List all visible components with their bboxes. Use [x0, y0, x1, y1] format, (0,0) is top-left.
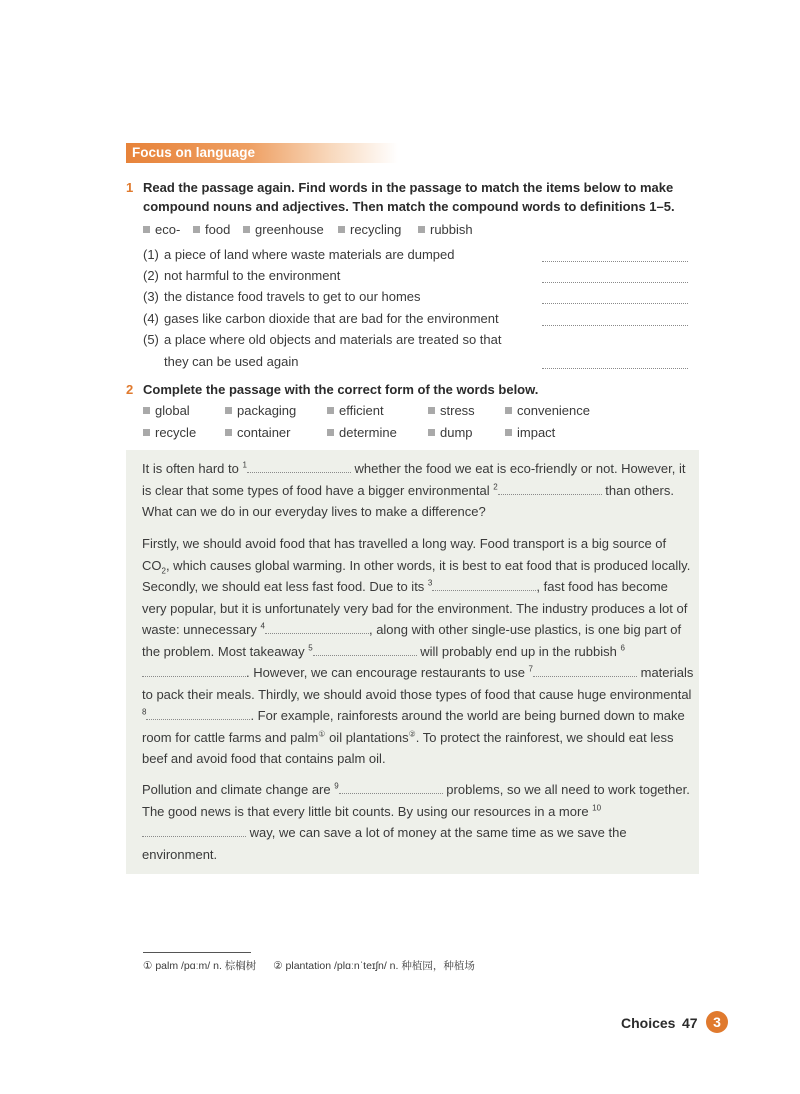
- word-bank-item: packaging: [225, 402, 296, 420]
- bullet-square-icon: [505, 407, 512, 414]
- blank-2[interactable]: [498, 482, 602, 495]
- page-number: 47: [682, 1015, 698, 1031]
- word-bank-item: food: [193, 221, 230, 239]
- exercise-1-instruction-line1: Read the passage again. Find words in the passage to match the items below to make: [143, 180, 674, 195]
- word-bank-item: container: [225, 424, 290, 442]
- exercise-2-word-bank-row-2: [143, 424, 703, 442]
- blank-5[interactable]: [313, 643, 417, 656]
- definition-1: (1) a piece of land where waste materials are dumped: [143, 247, 455, 262]
- answer-line-2[interactable]: [542, 282, 688, 283]
- passage-paragraph-3: Pollution and climate change are $^9$ problems, so we all need to work together. The good news is that every little bit counts. By using our resources in a more $^{10}$ way, we can save a lot of money at the same time as we save the environment.: [142, 781, 690, 862]
- unit-number-badge: 3: [706, 1011, 728, 1033]
- definition-5: (5) a place where old objects and materials are treated so that: [143, 332, 502, 347]
- passage-paragraph-1: It is often hard to $^1$ whether the food we eat is eco-friendly or not. However, it is clear that some types of food have a bigger environmental $^2$ than others. What can we do in our everyday lives to make a difference?: [142, 460, 686, 519]
- definition-2: (2) not harmful to the environment: [143, 268, 341, 283]
- word-bank-item: dump: [428, 424, 473, 442]
- blank-9[interactable]: [339, 781, 443, 794]
- blank-10[interactable]: [142, 824, 246, 837]
- section-title: Focus on language: [132, 145, 256, 160]
- bullet-square-icon: [327, 429, 334, 436]
- exercise-2-instruction: Complete the passage with the correct form of the words below.: [143, 382, 539, 397]
- bullet-square-icon: [505, 429, 512, 436]
- word-bank-item: impact: [505, 424, 555, 442]
- blank-8[interactable]: [146, 707, 250, 720]
- word-bank-item: convenience: [505, 402, 590, 420]
- definition-3: (3) the distance food travels to get to our homes: [143, 289, 421, 304]
- passage-paragraph-2: Firstly, we should avoid food that has travelled a long way. Food transport is a big source of $CO_2$, which causes global warming. In other words, it is best to eat food that is produced locally. Secondly, we should eat less fast food. Due to its $^3$ , fast food has become very popular, but it is unfortunately very bad for the environment. The industry produces a lot of waste: unnecessary $^4$ , along with other single-use plastics, is one big part of the problem. Most takeaway $^5$ will probably end up in the rubbish $^6$. However, we can encourage restaurants to use $^7$ materials to pack their meals. Thirdly, we should avoid those types of food that cause huge environmental $^8$ . For example, rainforests around the world are being burned down to make room for cattle farms and palm① oil plantations②. To protect the rainforest, we should eat less beef and avoid food that contains palm oil.: [142, 536, 694, 766]
- word-bank-item: efficient: [327, 402, 384, 420]
- definition-4: (4) gases like carbon dioxide that are bad for the environment: [143, 311, 499, 326]
- exercise-1-instruction-line2: compound nouns and adjectives. Then match the compound words to definitions 1–5.: [143, 199, 675, 214]
- bullet-square-icon: [143, 226, 150, 233]
- word-bank-item: recycle: [143, 424, 196, 442]
- word-bank-item: eco-: [143, 221, 180, 239]
- bullet-square-icon: [225, 429, 232, 436]
- bullet-square-icon: [193, 226, 200, 233]
- footnote-1: ① palm /pɑːm/ n. 棕榈树: [143, 960, 257, 972]
- exercise-2-number: 2: [126, 382, 134, 397]
- footnote-rule: [143, 952, 251, 953]
- answer-line-5[interactable]: [542, 368, 688, 369]
- word-bank-item: stress: [428, 402, 475, 420]
- blank-4[interactable]: [265, 621, 369, 634]
- blank-3[interactable]: [432, 578, 536, 591]
- bullet-square-icon: [327, 407, 334, 414]
- blank-1[interactable]: [247, 460, 351, 473]
- bullet-square-icon: [143, 407, 150, 414]
- word-bank-item: rubbish: [418, 221, 473, 239]
- answer-line-3[interactable]: [542, 303, 688, 304]
- definition-5-continued: they can be used again: [164, 354, 299, 369]
- answer-line-4[interactable]: [542, 325, 688, 326]
- unit-title: Choices: [621, 1015, 676, 1031]
- bullet-square-icon: [418, 226, 425, 233]
- word-bank-item: greenhouse: [243, 221, 324, 239]
- bullet-square-icon: [338, 226, 345, 233]
- bullet-square-icon: [243, 226, 250, 233]
- bullet-square-icon: [428, 407, 435, 414]
- exercise-1-word-bank: [143, 221, 703, 239]
- answer-line-1[interactable]: [542, 261, 688, 262]
- exercise-1-instruction: [143, 178, 703, 216]
- exercise-2-word-bank-row-1: [143, 402, 703, 420]
- exercise-1-number: 1: [126, 180, 134, 195]
- bullet-square-icon: [143, 429, 150, 436]
- bullet-square-icon: [428, 429, 435, 436]
- footnote-2: ② plantation /plɑːnˈteɪʃn/ n. 种植园，种植场: [273, 960, 475, 972]
- footnotes: [143, 958, 475, 973]
- word-bank-item: determine: [327, 424, 397, 442]
- bullet-square-icon: [225, 407, 232, 414]
- passage-box: [126, 450, 699, 874]
- blank-6[interactable]: [142, 664, 246, 677]
- section-header: [126, 143, 398, 163]
- blank-7[interactable]: [533, 664, 637, 677]
- word-bank-item: recycling: [338, 221, 401, 239]
- word-bank-item: global: [143, 402, 190, 420]
